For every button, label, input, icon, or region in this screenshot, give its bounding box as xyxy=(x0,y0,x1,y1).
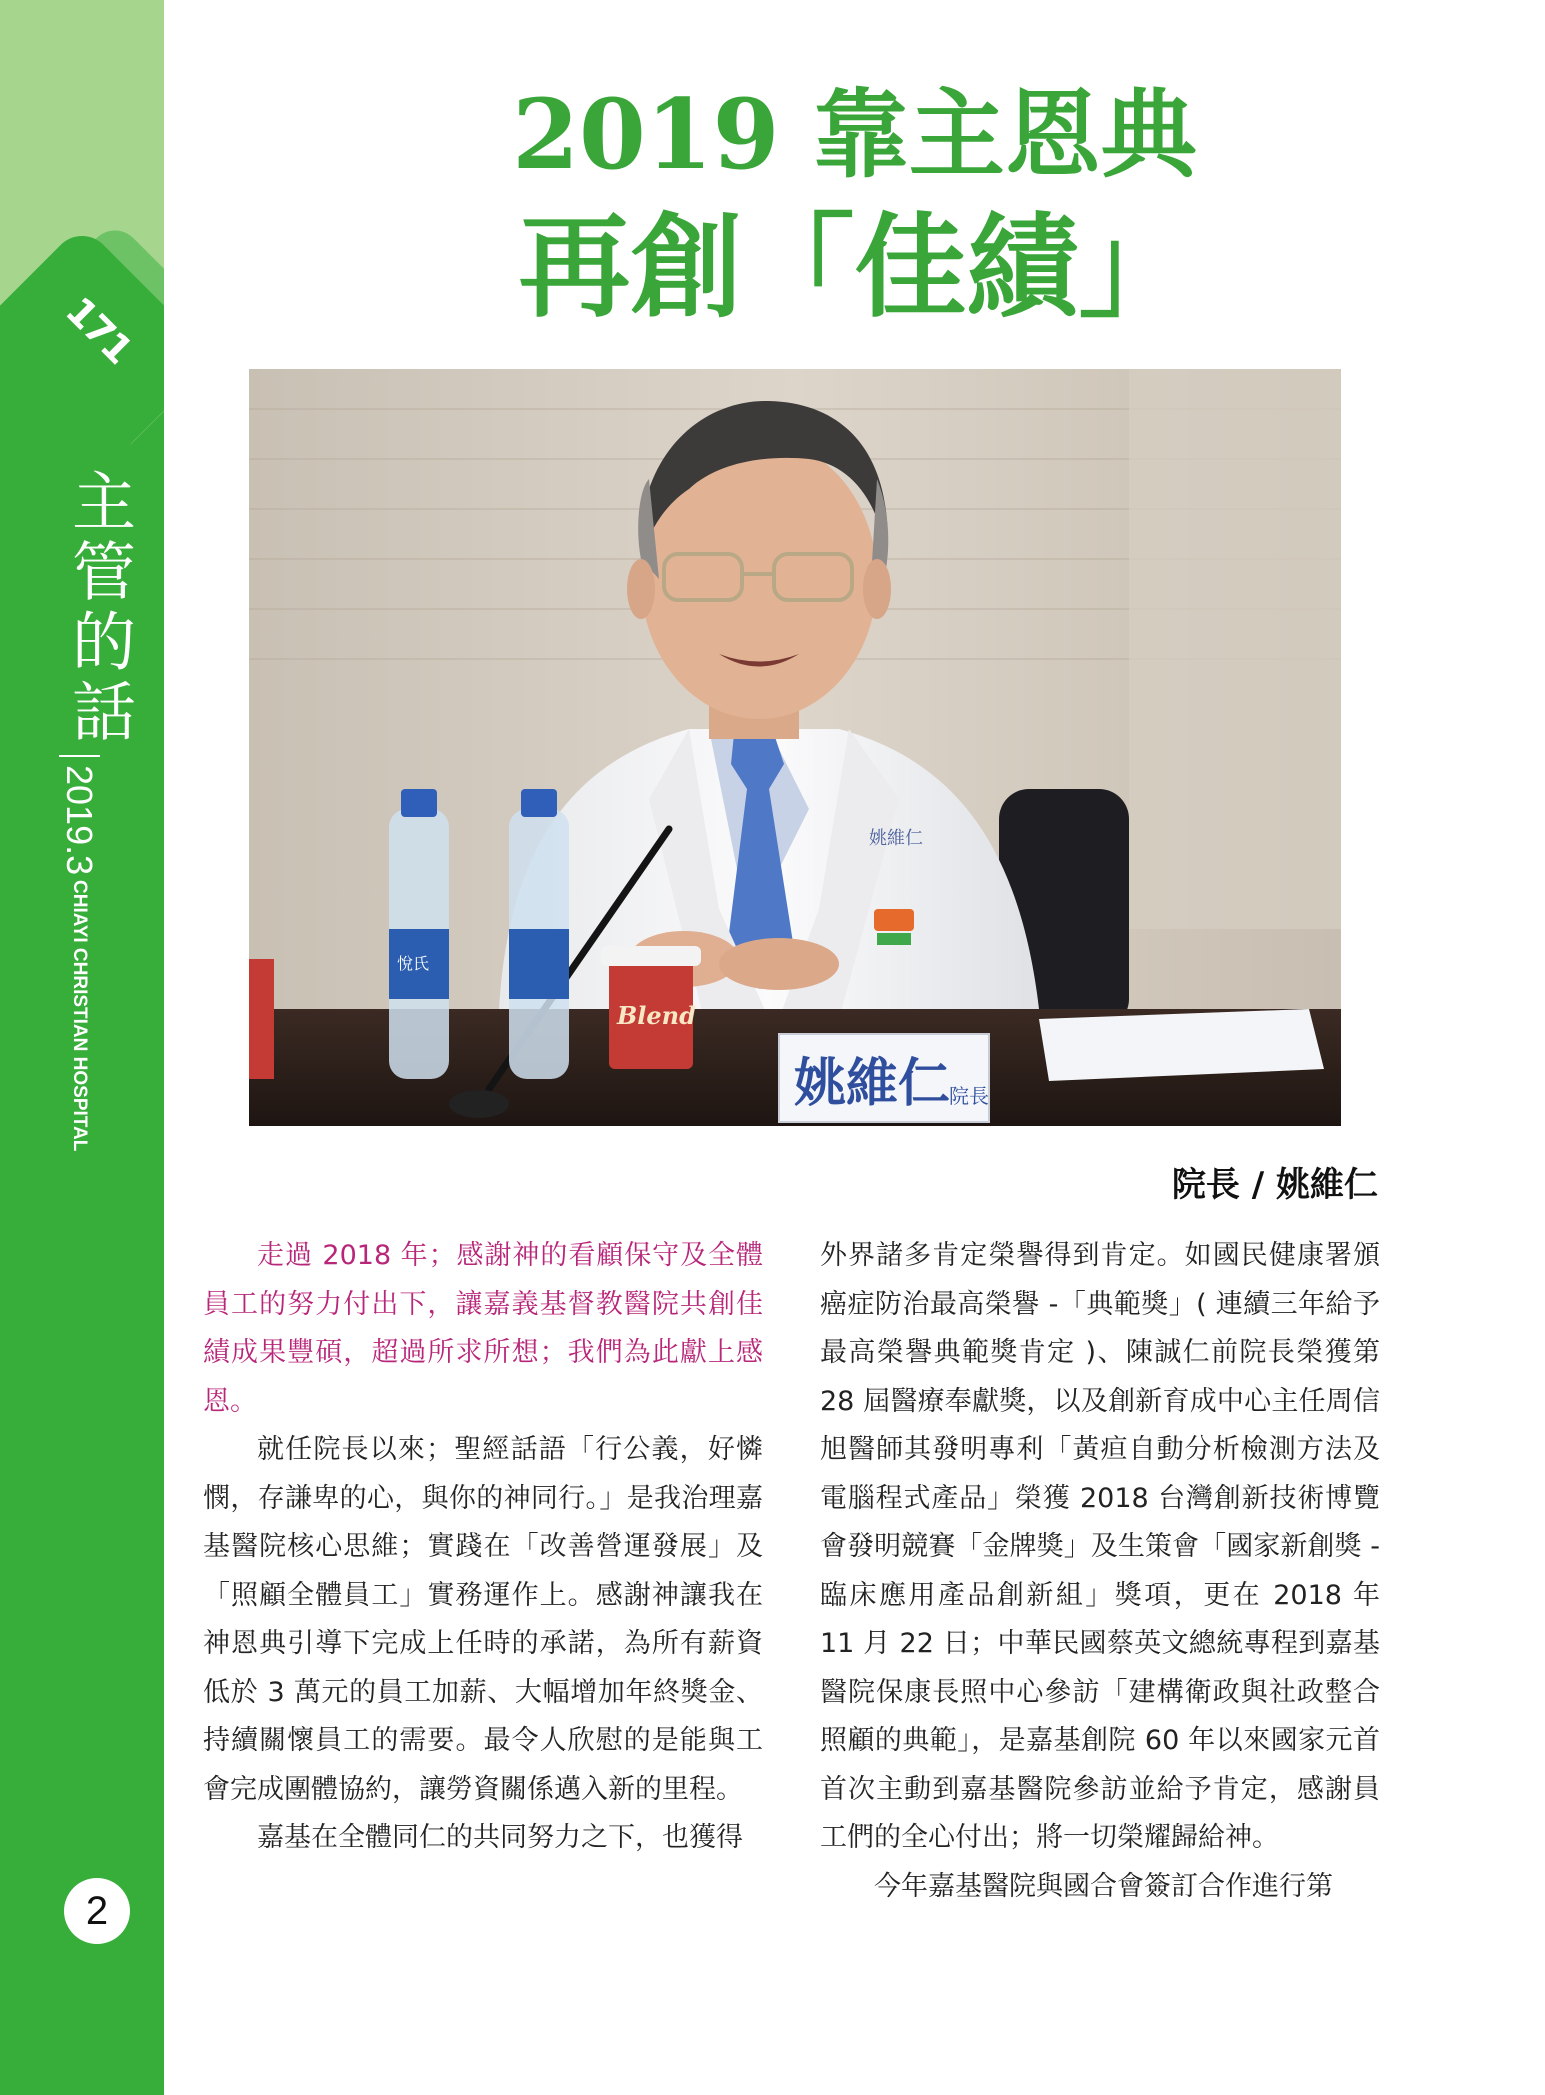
coat-embroidery: 姚維仁 xyxy=(869,828,923,849)
article-paragraph: 嘉基在全體同仁的共同努力之下，也獲得 xyxy=(257,1822,743,1853)
issue-number: 171 xyxy=(57,288,141,372)
sidebar xyxy=(0,0,164,2095)
nameplate-title: 院長 xyxy=(949,1084,989,1108)
article-paragraph: 外界諸多肯定榮譽得到肯定。如國民健康署頒癌症防治最高榮譽 -「典範獎」( 連續三年給予最高榮譽典範獎肯定 )、陳誠仁前院長榮獲第 28 屆醫療奉獻獎，以及創新育成中心主任周信旭醫師其發明專利「黃疸自動分析檢測方法及電腦程式產品」榮獲 2018 台灣創新技術博覽會發明競賽「金牌獎」及生策會「國家新創獎 - 臨床應用產品創新組」獎項，更在 2018 年 11 月 22 日；中華民國蔡英文總統專程到嘉基醫院保康長照中心參訪「建構衛政與社政整合照顧的典範」，是嘉基創院 60 年以來國家元首首次主動到嘉基醫院參訪並給予肯定，感謝員工們的全心付出；將一切榮耀歸給神。 xyxy=(820,1240,1380,1853)
page-title-line2: 再創「佳績」 xyxy=(518,202,1191,333)
coffee-cup xyxy=(601,946,701,1069)
article-column-left xyxy=(203,1232,763,1863)
section-title: 主管的話 xyxy=(61,468,135,748)
director-photo xyxy=(249,369,1341,1126)
page-title-line1: 2019 靠主恩典 xyxy=(512,78,1197,191)
section-meta xyxy=(58,755,100,1151)
water-bottle xyxy=(389,789,449,1079)
article-column-right xyxy=(820,1232,1380,1911)
nameplate-name: 姚維仁 xyxy=(794,1054,951,1114)
bottle-label: 悅氏 xyxy=(397,954,430,973)
author-byline: 院長 / 姚維仁 xyxy=(1171,1165,1378,1205)
page-number: 2 xyxy=(64,1878,130,1944)
article-paragraph: 今年嘉基醫院與國合會簽訂合作進行第 xyxy=(874,1870,1333,1902)
water-bottle xyxy=(509,789,569,1079)
cup-label: Blend xyxy=(617,1001,696,1030)
hospital-name: CHIAYI CHRISTIAN HOSPITAL xyxy=(69,879,90,1151)
article-paragraph: 就任院長以來；聖經話語「行公義，好憐憫，存謙卑的心，與你的神同行。」是我治理嘉基醫院核心思維；實踐在「改善營運發展」及「照顧全體員工」實務運作上。感謝神讓我在神恩典引導下完成上任時的承諾，為所有薪資低於 3 萬元的員工加薪、大幅增加年終獎金、持續關懷員工的需要。最令人欣慰的是能與工會完成團體協約，讓勞資關係邁入新的里程。 xyxy=(203,1434,763,1805)
photo-illustration xyxy=(249,369,1341,1126)
issue-date: 2019.3 xyxy=(59,755,100,875)
article-intro: 走過 2018 年；感謝神的看顧保守及全體員工的努力付出下，讓嘉義基督教醫院共創佳績成果豐碩，超過所求所想；我們為此獻上感恩。 xyxy=(203,1240,763,1417)
nameplate xyxy=(779,1034,989,1122)
